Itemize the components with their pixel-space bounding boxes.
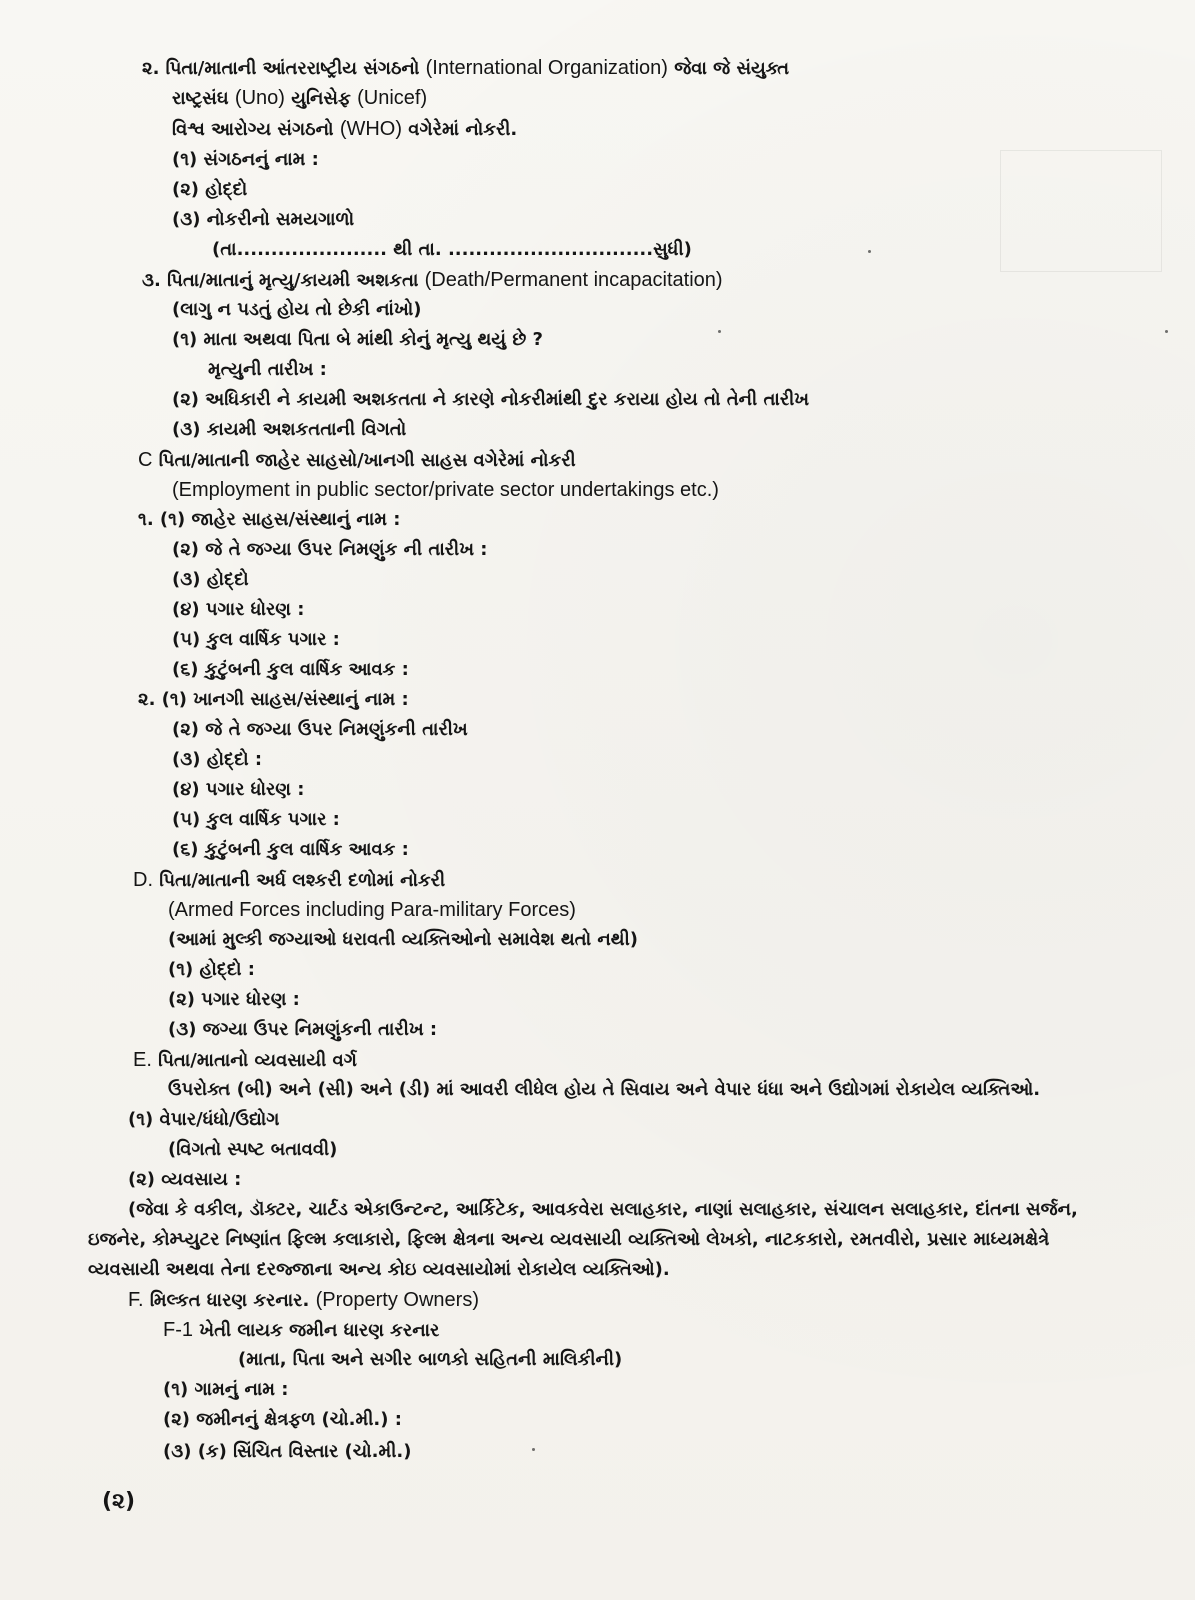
- text-segment: (૪) પગાર ધોરણ :: [172, 779, 305, 800]
- text-segment: (૨) હોદ્દો: [172, 179, 248, 200]
- text-segment: (૨) જે તે જગ્યા ઉપર નિમણુંકની તારીખ: [172, 719, 468, 740]
- text-line: [172, 117, 517, 142]
- text-segment: (૩) જગ્યા ઉપર નિમણુંકની તારીખ :: [168, 1019, 438, 1040]
- text-segment: (આમાં મુલ્કી જગ્યાઓ ધરાવતી વ્યક્તિઓનો સમાવેશ થતો નથી): [168, 929, 638, 950]
- scan-speck: [532, 1448, 535, 1451]
- text-line: [172, 568, 249, 592]
- text-line: [128, 1198, 1078, 1222]
- text-segment: (૩) હોદ્દો: [172, 569, 249, 590]
- text-segment: ૨. (૧) ખાનગી સાહસ/સંસ્થાનું નામ :: [138, 689, 409, 710]
- text-line: [142, 268, 723, 293]
- text-segment: (International Organization): [425, 57, 668, 79]
- text-segment: (૧) ગામનું નામ :: [163, 1379, 289, 1400]
- text-line: [128, 1168, 241, 1192]
- text-line: [172, 298, 421, 322]
- text-segment: વગેરેમાં નોકરી.: [402, 119, 518, 140]
- text-segment: ઇજનેર, કોમ્પ્યુટર નિષ્ણાંત ફિલ્મ કલાકારો, ફિલ્મ ક્ષેત્રના અન્ય વ્યવસાયી વ્યક્તિઓ લેખકો, નાટકકારો, રમતવીરો, પ્રસાર માધ્યમક્ષેત્રે: [88, 1229, 1050, 1250]
- text-line: [138, 448, 576, 473]
- text-line: [168, 898, 576, 923]
- text-segment: (માતા, પિતા અને સગીર બાળકો સહિતની માલિકીની): [238, 1349, 623, 1370]
- text-line: [138, 508, 400, 532]
- text-line: [163, 1318, 439, 1343]
- text-line: [163, 1440, 411, 1464]
- scan-speck: [718, 330, 721, 333]
- text-segment: (Uno): [234, 87, 285, 109]
- text-segment: (૨) પગાર ધોરણ :: [168, 989, 300, 1010]
- text-segment: ઉપરોક્ત (બી) અને (સી) અને (ડી) માં આવરી લીધેલ હોય તે સિવાય અને વેપાર ધંધા અને ઉદ્યોગમાં રોકાયેલ વ્યક્તિઓ.: [168, 1079, 1041, 1100]
- text-line: [168, 988, 300, 1012]
- text-line: [172, 538, 487, 562]
- text-line: [168, 958, 255, 982]
- text-segment: E.: [133, 1049, 152, 1071]
- text-line: [172, 86, 427, 111]
- text-line: [172, 418, 406, 442]
- text-segment: રાષ્ટ્રસંઘ: [172, 88, 235, 109]
- text-line: [172, 808, 340, 832]
- text-segment: વિશ્વ આરોગ્ય સંગઠનો: [172, 119, 340, 140]
- scan-speck: [868, 250, 871, 253]
- text-line: [138, 688, 409, 712]
- text-line: [172, 718, 468, 742]
- text-segment: ૩. પિતા/માતાનું મૃત્યુ/કાયમી અશકતા: [142, 270, 425, 291]
- text-segment: (૨) જમીનનું ક્ષેત્રફળ (ચો.મી.) :: [163, 1409, 402, 1430]
- text-line: [172, 208, 354, 232]
- text-segment: (૨) અધિકારી ને કાયમી અશકતતા ને કારણે નોકરીમાંથી દુર કરાયા હોય તો તેની તારીખ: [172, 389, 810, 410]
- text-segment: ૧. (૧) જાહેર સાહસ/સંસ્થાનું નામ :: [138, 509, 401, 530]
- text-line: [142, 56, 789, 81]
- text-segment: (૫) કુલ વાર્ષિક પગાર :: [172, 629, 340, 650]
- text-segment: (તા...................... થી તા. ..............................સુધી): [212, 239, 692, 260]
- text-segment: ખેતી લાયક જમીન ધારણ કરનાર: [193, 1320, 440, 1341]
- bleed-through-box: [1000, 150, 1162, 272]
- text-segment: (૩) કાયમી અશકતતાની વિગતો: [172, 419, 407, 440]
- text-line: [172, 748, 262, 772]
- text-line: [168, 928, 638, 952]
- text-line: [133, 868, 445, 893]
- text-line: [172, 148, 319, 172]
- text-line: [133, 1048, 357, 1073]
- text-segment: (૬) કુટુંબની કુલ વાર્ષિક આવક :: [172, 839, 409, 860]
- text-segment: મૃત્યુની તારીખ :: [208, 359, 327, 380]
- text-line: [172, 778, 304, 802]
- text-line: [88, 1258, 670, 1282]
- text-segment: (Armed Forces including Para-military Forces): [168, 899, 576, 921]
- text-segment: (Unicef): [357, 87, 428, 109]
- text-segment: વ્યવસાયી અથવા તેના દરજ્જાના અન્ય કોઇ વ્યવસાયોમાં રોકાયેલ વ્યક્તિઓ).: [88, 1259, 670, 1280]
- text-segment: (Property Owners): [315, 1289, 479, 1311]
- text-segment: પિતા/માતાની અર્ધ લશ્કરી દળોમાં નોકરી: [153, 870, 446, 891]
- text-segment: (૩) નોકરીનો સમયગાળો: [172, 209, 355, 230]
- text-segment: (Employment in public sector/private sector undertakings etc.): [172, 479, 719, 501]
- text-line: [168, 1138, 337, 1162]
- text-segment: (લાગુ ન પડતું હોય તો છેકી નાંખો): [172, 299, 422, 320]
- text-segment: (૩) હોદ્દો :: [172, 749, 263, 770]
- text-line: [172, 328, 543, 352]
- text-line: [163, 1378, 288, 1402]
- text-line: [172, 478, 719, 503]
- text-segment: F-1: [163, 1319, 193, 1341]
- text-segment: જેવા જે સંયુક્ત: [667, 58, 790, 79]
- text-line: [212, 238, 692, 262]
- text-line: [172, 658, 409, 682]
- text-line: [163, 1408, 402, 1432]
- text-line: [128, 1288, 479, 1313]
- text-segment: (WHO): [339, 118, 403, 140]
- text-segment: મિલ્કત ધારણ કરનાર.: [143, 1290, 316, 1311]
- text-line: [168, 1078, 1040, 1102]
- text-segment: (૧) માતા અથવા પિતા બે માંથી કોનું મૃત્યુ થયું છે ?: [172, 329, 543, 350]
- text-segment: (૩) (ક) સિંચિત વિસ્તાર (ચો.મી.): [163, 1441, 412, 1462]
- text-line: [172, 178, 247, 202]
- text-line: [168, 1018, 437, 1042]
- text-segment: (જેવા કે વકીલ, ડૉક્ટર, ચાર્ટડ એકાઉન્ટન્ટ, આર્કિટેક, આવકવેરા સલાહકાર, નાણાં સલાહકાર, સંચાલન સલાહકાર, દાંતના સર્જન,: [128, 1199, 1078, 1220]
- text-line: [172, 838, 409, 862]
- text-segment: (૨) જે તે જગ્યા ઉપર નિમણુંક ની તારીખ :: [172, 539, 488, 560]
- page-number: (૨): [102, 1489, 136, 1514]
- text-line: [172, 598, 304, 622]
- text-segment: (૧) વેપાર/ધંધો/ઉદ્યોગ: [128, 1109, 280, 1130]
- text-segment: (Death/Permanent incapacitation): [424, 269, 723, 291]
- text-segment: C: [138, 449, 153, 471]
- text-line: [172, 628, 340, 652]
- text-segment: (વિગતો સ્પષ્ટ બતાવવી): [168, 1139, 338, 1160]
- scan-speck: [1165, 330, 1168, 333]
- text-segment: ૨. પિતા/માતાની આંતરરાષ્ટ્રીય સંગઠનો: [142, 58, 426, 79]
- text-line: [208, 358, 327, 382]
- text-segment: F.: [128, 1289, 144, 1311]
- text-segment: (૧) સંગઠનનું નામ :: [172, 149, 319, 170]
- text-segment: (૨) વ્યવસાય :: [128, 1169, 242, 1190]
- text-segment: (૫) કુલ વાર્ષિક પગાર :: [172, 809, 340, 830]
- text-segment: યુનિસેફ: [284, 88, 358, 109]
- text-segment: D.: [133, 869, 153, 891]
- text-segment: પિતા/માતાનો વ્યવસાયી વર્ગ: [151, 1050, 357, 1071]
- text-line: [128, 1108, 279, 1132]
- text-line: [238, 1348, 622, 1372]
- text-segment: (૪) પગાર ધોરણ :: [172, 599, 305, 620]
- text-segment: પિતા/માતાની જાહેર સાહસો/ખાનગી સાહસ વગેરેમાં નોકરી: [152, 450, 576, 471]
- text-segment: (૬) કુટુંબની કુલ વાર્ષિક આવક :: [172, 659, 409, 680]
- text-line: [172, 388, 809, 412]
- text-segment: (૧) હોદ્દો :: [168, 959, 255, 980]
- text-line: [88, 1228, 1049, 1252]
